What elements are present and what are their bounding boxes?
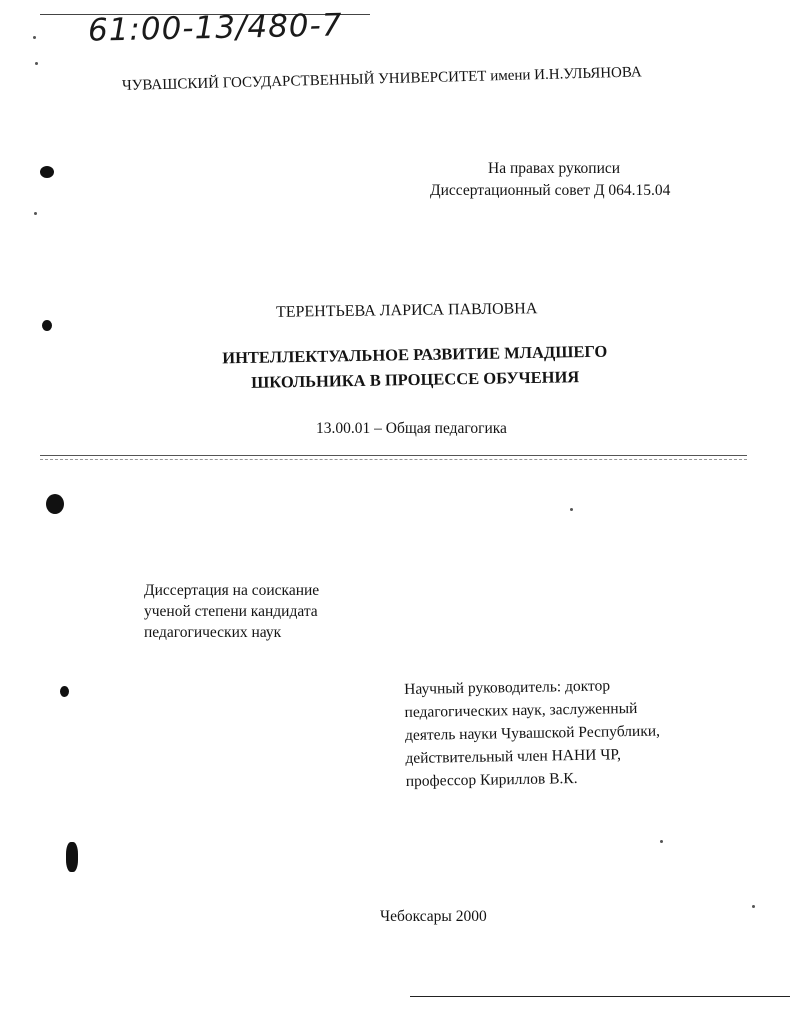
supervisor-line: действительный член НАНИ ЧР, [405,746,622,767]
binding-hole-mark [42,320,52,331]
handwritten-catalog-code: 61:00-13/480-7 [87,7,343,49]
binding-hole-mark [60,686,69,697]
title-line-2: ШКОЛЬНИКА В ПРОЦЕССЕ ОБУЧЕНИЯ [251,367,580,392]
horizontal-divider-shadow [40,459,747,460]
bottom-edge-line [410,996,790,997]
scan-speck [570,508,573,511]
title-line-1: ИНТЕЛЛЕКТУАЛЬНОЕ РАЗВИТИЕ МЛАДШЕГО [222,341,608,368]
horizontal-divider [40,455,747,456]
supervisor-line: профессор Кириллов В.К. [405,769,578,790]
dissertation-title [180,338,651,396]
supervisor-block [404,672,726,793]
scan-speck [35,62,38,65]
binding-hole-mark [66,842,78,872]
scan-speck [752,905,755,908]
degree-line: ученой степени кандидата [144,603,318,620]
scan-speck [34,212,37,215]
manuscript-rights-note: На правах рукописи [488,160,621,177]
scan-speck [33,36,36,39]
supervisor-line: педагогических наук, заслуженный [404,699,638,721]
degree-statement [144,580,374,643]
binding-hole-mark [46,494,64,514]
supervisor-line: деятель науки Чувашской Республики, [404,722,661,744]
degree-line: Диссертация на соискание [144,582,320,599]
author-name: ТЕРЕНТЬЕВА ЛАРИСА ПАВЛОВНА [275,300,538,321]
supervisor-line: Научный руководитель: доктор [404,677,611,698]
binding-hole-mark [40,166,54,178]
scan-speck [660,840,663,843]
specialty-code: 13.00.01 – Общая педагогика [316,420,507,437]
dissertation-council: Диссертационный совет Д 064.15.04 [430,182,671,199]
degree-line: педагогических наук [144,624,282,641]
city-and-year: Чебоксары 2000 [380,908,487,925]
university-heading: ЧУВАШСКИЙ ГОСУДАРСТВЕННЫЙ УНИВЕРСИТЕТ имени И.Н.УЛЬЯНОВА [121,64,643,94]
